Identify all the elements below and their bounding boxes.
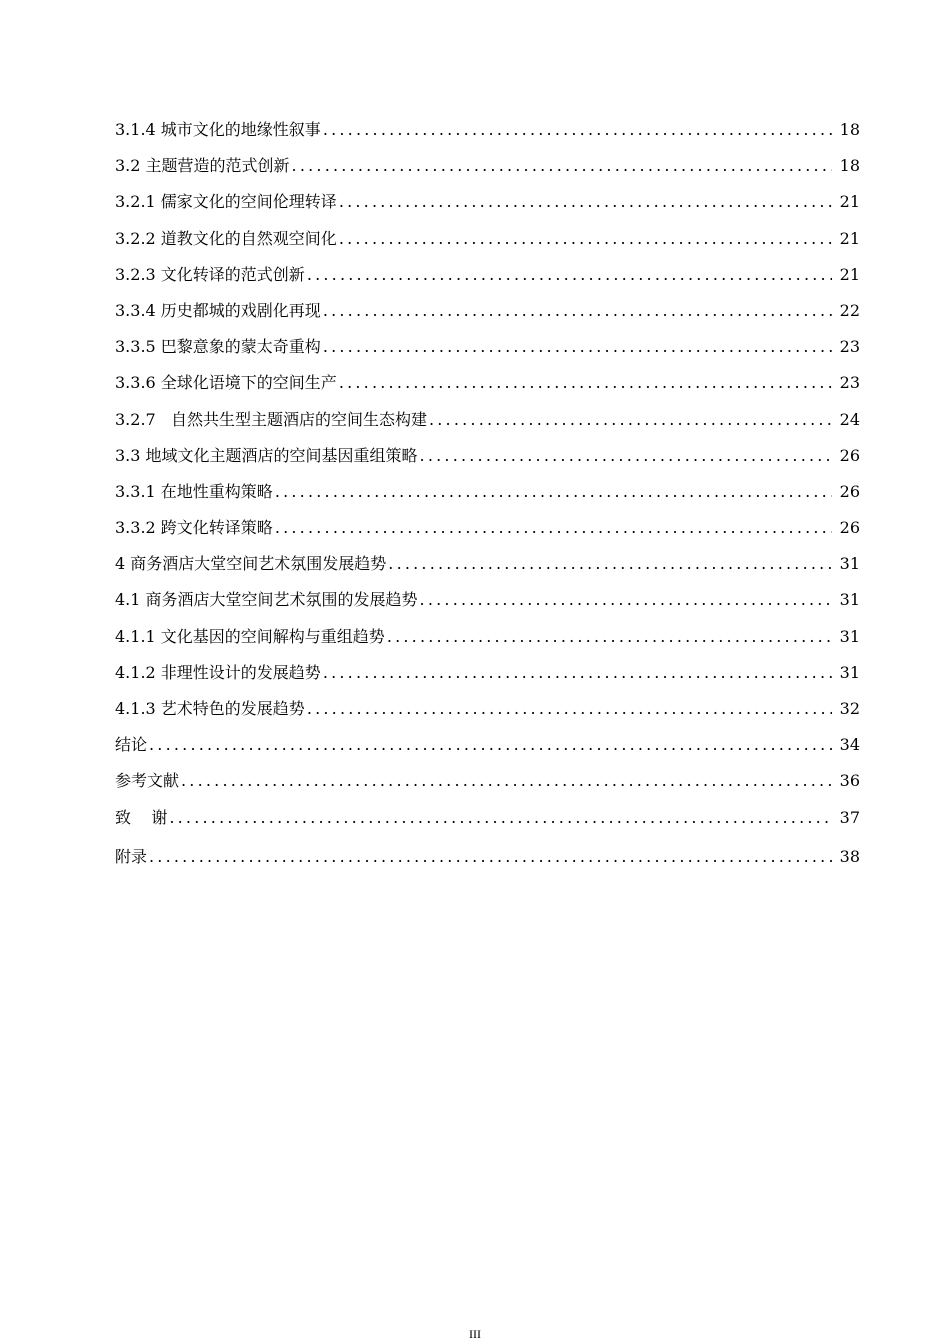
toc-dot-leader: [387, 625, 832, 649]
toc-dot-leader: [420, 444, 832, 468]
toc-page-number: 31: [839, 590, 860, 610]
toc-entry[interactable]: [115, 769, 860, 805]
toc-entry-title: 附录: [115, 846, 148, 866]
toc-dot-leader: [323, 661, 832, 685]
toc-entry-title: 3.3.6 全球化语境下的空间生产: [115, 373, 337, 393]
toc-page-number: 31: [839, 554, 860, 574]
toc-entry[interactable]: [115, 118, 860, 154]
toc-dot-leader: [275, 516, 832, 540]
toc-entry[interactable]: [115, 227, 860, 263]
toc-entry-title: 3.3.1 在地性重构策略: [115, 481, 273, 501]
toc-entry[interactable]: [115, 516, 860, 552]
toc-page-number: 21: [839, 228, 860, 248]
toc-entry[interactable]: [115, 154, 860, 190]
toc-entry-title: 3.3.4 历史都城的戏剧化再现: [115, 300, 321, 320]
toc-page-number: 23: [839, 337, 860, 357]
toc-dot-leader: [149, 845, 832, 869]
toc-page-number: 24: [839, 409, 860, 429]
toc-dot-leader: [388, 552, 831, 576]
toc-dot-leader: [149, 733, 832, 757]
toc-entry[interactable]: [115, 661, 860, 697]
toc-page-number: 31: [839, 662, 860, 682]
toc-page-number: 23: [839, 373, 860, 393]
toc-entry[interactable]: [115, 806, 860, 842]
toc-dot-leader: [429, 408, 832, 432]
toc-entry[interactable]: [115, 444, 860, 480]
toc-entry-title: 4.1.3 艺术特色的发展趋势: [115, 699, 305, 718]
toc-entry-title: 3.1.4 城市文化的地缘性叙事: [115, 120, 321, 139]
toc-page-number: 26: [839, 481, 860, 501]
toc-entry-title: 4 商务酒店大堂空间艺术氛围发展趋势: [115, 554, 387, 574]
toc-entry-title: 结论: [115, 735, 148, 755]
toc-dot-leader: [169, 806, 831, 830]
toc-page-number: 37: [839, 807, 860, 827]
toc-dot-leader: [339, 190, 832, 214]
page-number: III: [469, 1327, 481, 1341]
toc-entry-title: 3.2.1 儒家文化的空间伦理转译: [115, 192, 337, 212]
toc-entry-title: 4.1 商务酒店大堂空间艺术氛围的发展趋势: [115, 590, 418, 610]
toc-entry[interactable]: [115, 697, 860, 733]
toc-page-number: 32: [839, 699, 860, 718]
toc-entry[interactable]: [115, 625, 860, 661]
toc-page-number: 31: [839, 626, 860, 646]
toc-page-number: 38: [839, 846, 860, 866]
toc-entry[interactable]: [115, 480, 860, 516]
toc-page-number: 34: [839, 735, 860, 755]
toc-dot-leader: [307, 263, 832, 287]
toc-page-number: 26: [839, 445, 860, 465]
toc-entry-title: 3.2.7 自然共生型主题酒店的空间生态构建: [115, 409, 427, 429]
toc-entry-title: 4.1.2 非理性设计的发展趋势: [115, 662, 321, 682]
toc-page-number: 22: [839, 300, 860, 320]
toc-entry[interactable]: [115, 588, 860, 624]
toc-dot-leader: [292, 154, 832, 178]
toc-dot-leader: [275, 480, 832, 504]
toc-dot-leader: [323, 335, 832, 359]
toc-entry-title: 3.3.5 巴黎意象的蒙太奇重构: [115, 337, 321, 357]
toc-entry-title: 3.3 地域文化主题酒店的空间基因重组策略: [115, 445, 418, 465]
toc-dot-leader: [339, 371, 832, 395]
toc-page-number: 21: [839, 264, 860, 284]
toc-entry-title: 3.2 主题营造的范式创新: [115, 156, 290, 176]
toc-entry-title: 3.2.3 文化转译的范式创新: [115, 264, 305, 284]
toc-dot-leader: [420, 588, 832, 612]
toc-entry-title: 3.3.2 跨文化转译策略: [115, 518, 273, 538]
toc-page-number: 36: [839, 771, 860, 791]
toc-page-number: 18: [839, 156, 860, 176]
toc-entry[interactable]: [115, 335, 860, 371]
toc-dot-leader: [323, 299, 832, 323]
toc-entry[interactable]: [115, 371, 860, 407]
toc-page-number: 21: [839, 192, 860, 212]
toc-page-number: 26: [839, 518, 860, 538]
toc-dot-leader: [307, 697, 832, 721]
toc-entry[interactable]: [115, 733, 860, 769]
toc-entry[interactable]: [115, 190, 860, 226]
toc-dot-leader: [181, 769, 832, 793]
toc-entry[interactable]: [115, 552, 860, 588]
toc-entry[interactable]: [115, 299, 860, 335]
toc-dot-leader: [339, 227, 832, 251]
toc-entry-title: 参考文献: [115, 771, 180, 791]
toc-dot-leader: [323, 118, 832, 142]
table-of-contents: [115, 118, 860, 881]
toc-entry-title: 4.1.1 文化基因的空间解构与重组趋势: [115, 626, 385, 646]
toc-entry-title: 致 谢: [115, 807, 168, 827]
toc-entry-title: 3.2.2 道教文化的自然观空间化: [115, 228, 337, 248]
toc-entry[interactable]: [115, 408, 860, 444]
toc-page-number: 18: [839, 120, 860, 139]
toc-entry[interactable]: [115, 845, 860, 881]
toc-entry[interactable]: [115, 263, 860, 299]
